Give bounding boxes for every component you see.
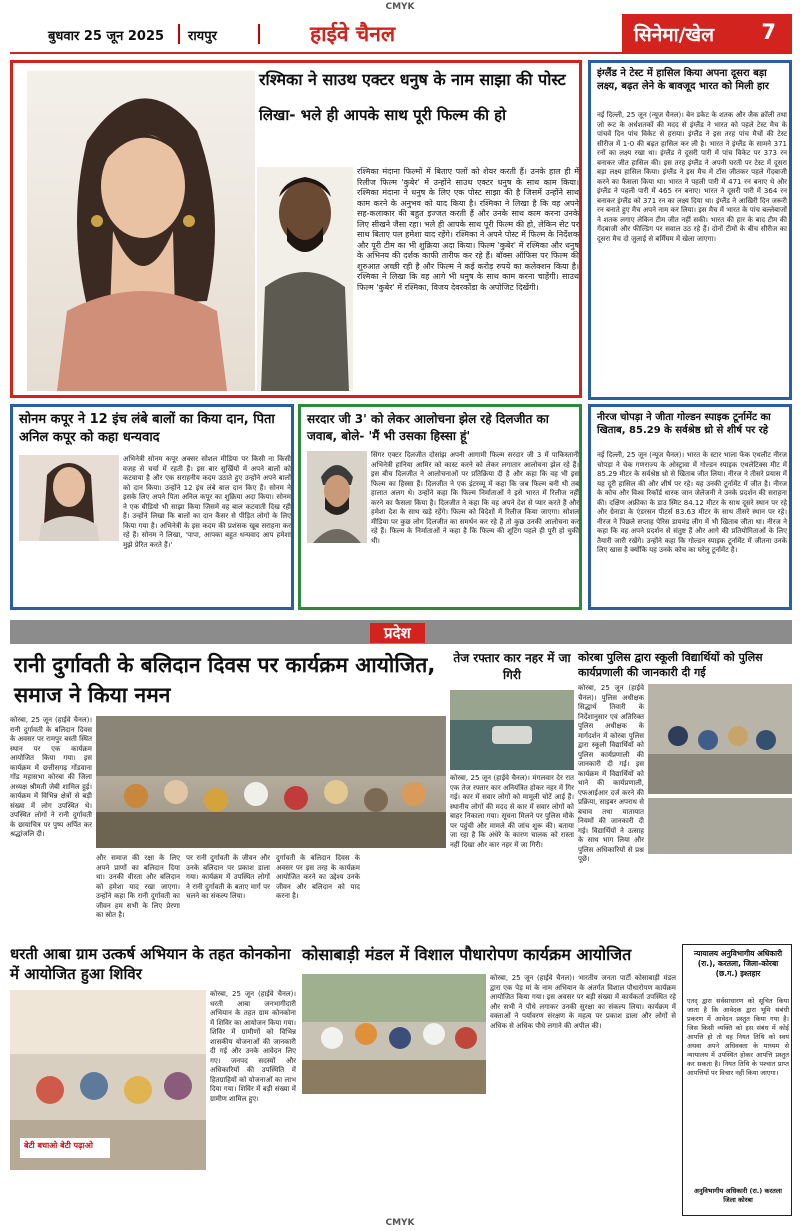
portrait-illustration [27,71,255,391]
car-canal-photo [450,690,574,770]
police-photo-1 [648,684,792,794]
portrait-illustration [257,167,353,391]
sports-headline: इंग्लैंड ने टेस्ट में हासिल किया अपना दूसरा बड़ा लक्ष्य, बढ़त लेने के बावजूद भारत को मिली हार [597,68,769,92]
neeraj-body: नई दिल्ली, 25 जून (न्यूज चैनल)। भारत के स्टार भाला फेंक एथलीट नीरज चोपड़ा ने चेक गणराज्य के ओस्ट्रावा में गोल्डन स्पाइक एथलेटिक्स मीट में 85.29 मीटर के सर्वश्रेष्ठ थ्रो से खिताब जीत लिया। नीरज ने तीसरे प्रयास में यह दूरी हासिल की और शीर्ष पर रहे। यह उनकी टूर्नामेंट में जीत है। नीरज के कोच और विश्व रिकॉर्ड धारक जान जेलेजनी ने उनके प्रदर्शन की सराहना की। दक्षिण अफ्रीका के डाउ स्मिट 84.12 मीटर के साथ दूसरे स्थान पर रहे और ग्रेनाडा के एंडरसन पीटर्स 83.63 मीटर के साथ तीसरे स्थान पर रहे। नीरज ने पिछले सप्ताह पेरिस डायमंड लीग में भी खिताब जीता था। नीरज ने कहा कि वह अपने प्रदर्शन से संतुष्ट हैं और आगे की प्रतियोगिताओं के लिए तैयारी जारी रखेंगे। उन्होंने कहा कि गोल्डन स्पाइक टूर्नामेंट में जीतना उनके लिए खास है क्योंकि यह उनके कोच का घरेलू टूर्नामेंट है। [597,451,787,554]
plantation-body: कोरबा, 25 जून (हाईवे चैनल)। भारतीय जनता पार्टी कोसाबाड़ी मंडल द्वारा एक पेड़ मां के नाम अभियान के अंतर्गत विशाल पौधारोपण कार्यक्रम आयोजित किया गया। इस अवसर पर बड़ी संख्या में कार्यकर्ता उपस्थित रहे और सभी ने पौधे लगाकर उनकी सुरक्षा का संकल्प लिया। कार्यक्रम में वक्ताओं ने पर्यावरण संरक्षण के महत्व पर प्रकाश डाला और लोगों से अधिक से अधिक पौधे लगाने की अपील की। [490,974,676,1030]
sonam-photo [19,455,119,541]
car-canal-body: कोरबा, 25 जून (हाईवे चैनल)। मंगलवार देर रात एक तेज रफ्तार कार अनियंत्रित होकर नहर में गिर गई। कार में सवार लोगों को मामूली चोटें आई हैं। स्थानीय लोगों की मदद से कार में सवार लोगों को बाहर निकाला गया। सूचना मिलने पर पुलिस मौके पर पहुंची और मामले की जांच शुरू की। बताया जा रहा है कि अंधेरे के कारण चालक को रास्ता नहीं दिखा और कार नहर में जा गिरी। [450,774,574,849]
portrait-illustration [19,455,119,541]
dharti-headline: धरती आबा ग्राम उत्कर्ष अभियान के तहत कोनकोना में आयोजित हुआ शिविर [10,945,291,983]
court-notice [682,944,792,1216]
dharti-body: कोरबा, 25 जून (हाईवे चैनल)। धरती आबा जनभागीदारी अभियान के तहत ग्राम कोनकोना में शिविर का आयोजन किया गया। शिविर में ग्रामीणों को विभिन्न शासकीय योजनाओं की जानकारी दी गई और उनके आवेदन लिए गए। जनपद सदस्यों और अधिकारियों की उपस्थिति में हितग्राहियों को योजनाओं का लाभ दिया गया। शिविर में बड़ी संख्या में ग्रामीण शामिल हुए। [210,990,296,1103]
lead-headline-2: लिखा- भले ही आपके साथ पूरी फिल्म की हो [259,106,507,124]
dharti-photo [10,990,206,1170]
section-bar [10,620,792,644]
lead-photo-man [257,167,353,391]
sports-body: नई दिल्ली, 25 जून (न्यूज चैनल)। बेन डकेट के शतक और जैक क्रॉली तथा जो रूट के अर्धशतकों की मदद से इंग्लैंड ने भारत को पहले टेस्ट मैच के पांचवें दिन पांच विकेट से हराया। इंग्लैंड ने इस तरह पांच मैचों की टेस्ट सीरीज में 1-0 की बढ़त हासिल कर ली है। भारत ने इंग्लैंड के सामने 371 रनों का लक्ष्य रखा था। इंग्लैंड ने दूसरी पारी में पांच विकेट पर 373 रन बनाकर जीत हासिल की। इस तरह इंग्लैंड ने अपनी घरती पर टेस्ट में दूसरा बड़ा लक्ष्य हासिल किया। इंग्लैंड ने इस मैच में टॉस जीतकर पहले गेंदबाजी करने का फैसला किया था। भारत ने पहली पारी में 471 रन बनाए थे और इंग्लैंड ने पहली पारी में 465 रन बनाए। भारत ने दूसरी पारी में 364 रन बनाकर इंग्लैंड को 371 रन का लक्ष्य दिया था। इंग्लैंड ने आखिरी दिन जरूरी रन बनाते हुए मैच अपने नाम कर लिया। इस मैच में भारत के पांच बल्लेबाजों ने शतक लगाए लेकिन टीम जीत नहीं सकी। भारत की हार के बाद टीम की गेंदबाजी और फील्डिंग पर सवाल उठ रहे हैं। दोनों टीमों के बीच सीरीज का दूसरा मैच दो जुलाई से बर्मिंघम में खेला जाएगा। [597,111,787,243]
section-bar-label: प्रदेश [370,623,425,643]
dharti-story [10,944,296,1216]
sardar-story-panel [298,404,582,610]
car-canal-headline: तेज रफ्तार कार नहर में जा गिरी [453,651,571,682]
section-label: सिनेमा/खेल [634,24,714,46]
canal-illustration [450,690,574,770]
plantation-illustration [302,974,486,1094]
police-story [578,650,792,938]
divider [258,24,260,44]
sonam-story-panel [10,404,294,610]
plantation-photo [302,974,486,1094]
issue-date: बुधवार 25 जून 2025 [48,29,165,44]
rani-story [10,650,446,938]
car-canal-story [450,650,574,938]
sardar-body: सिंगर एक्टर दिलजीत दोसांझ अपनी आगामी फिल्म सरदार जी 3 में पाकिस्तानी अभिनेत्री हानिया आमिर को कास्ट करने को लेकर लगातार आलोचना झेल रहे हैं। इस बीच दिलजीत ने आलोचनाओं पर प्रतिक्रिया दी है और कहा कि वह भी इस फिल्म का हिस्सा हैं। दिलजीत ने एक इंटरव्यू में कहा कि जब फिल्म बनी थी तब हालात अलग थे। उन्होंने कहा कि फिल्म निर्माताओं ने इसे भारत में रिलीज नहीं करने का फैसला किया है। दिलजीत ने कहा कि वह अपने देश से प्यार करते हैं और हमेशा देश के साथ खड़े रहेंगे। फिल्म को विदेशों में रिलीज किया जाएगा। सोशल मीडिया पर कुछ लोग दिलजीत का समर्थन कर रहे हैं तो कुछ उनकी आलोचना कर रहे हैं। फिल्म के निर्माताओं ने कहा है कि फिल्म की शूटिंग पहले ही पूरी हो चुकी थी। [371,451,579,545]
police-photo-2 [648,798,792,854]
cmyk-mark: CMYK [385,2,415,12]
police-body: कोरबा, 25 जून (हाईवे चैनल)। पुलिस अधीक्षक सिद्धार्थ तिवारी के निर्देशानुसार एवं अतिरिक्त पुलिस अधीक्षक के मार्गदर्शन में कोरबा पुलिस द्वारा स्कूली विद्यार्थियों को पुलिस कार्यप्रणाली की जानकारी दी गई। इस कार्यक्रम में विद्यार्थियों को थाने की कार्यप्रणाली, एफआईआर दर्ज करने की प्रक्रिया, साइबर अपराध से बचाव तथा यातायात नियमों की जानकारी दी गई। विद्यार्थियों ने उत्साह के साथ भाग लिया और पुलिस अधिकारियों से प्रश्न पूछे। [578,684,644,863]
neeraj-story-panel [588,404,792,610]
rani-event-photo [96,716,446,848]
masthead [10,14,792,54]
crowd-illustration [96,716,446,848]
cmyk-mark: CMYK [385,1218,415,1228]
page-number: 7 [761,20,776,44]
sonam-headline: सोनम कपूर ने 12 इंच लंबे बालों का किया दान, पिता अनिल कपूर को कहा धन्यवाद [19,412,275,445]
students-illustration [648,684,792,794]
lead-photo-woman [27,71,255,391]
notice-body: एतद् द्वारा सर्वसाधारण को सूचित किया जाता है कि आवेदक द्वारा भूमि संबंधी प्रकरण में आवेदन प्रस्तुत किया गया है। जिस किसी व्यक्ति को इस संबंध में कोई आपत्ति हो तो वह नियत तिथि को स्वयं अथवा अपने अधिवक्ता के माध्यम से न्यायालय में उपस्थित होकर आपत्ति प्रस्तुत कर सकता है। नियत तिथि के पश्चात प्राप्त आपत्तियों पर विचार नहीं किया जाएगा। [687,997,789,1077]
rani-body-col1: कोरबा, 25 जून (हाईवे चैनल)। रानी दुर्गावती के बलिदान दिवस के अवसर पर रामपुर बस्ती स्थित स्थान पर एक कार्यक्रम आयोजित किया गया। इस कार्यक्रम में छत्तीसगढ़ गोंडवाना गोंड महासभा कोरबा की जिला अध्यक्ष श्रीमती जेबी शामिल हुई। कार्यक्रम में विभिन्न क्षेत्रों से बड़ी संख्या में लोग उपस्थित थे। उपस्थित लोगों ने रानी दुर्गावती के छायाचित्र पर पुष्प अर्पित कर श्रद्धांजलि दी। [10,716,92,838]
sports-story-panel [588,60,792,400]
paper-brand: हाईवे चैनल [310,22,396,46]
section-tab [622,14,792,52]
notice-header: न्यायालय अनुविभागीय अधिकारी (रा.), करतला, जिला-कोरबा (छ.ग.) इश्तहार [693,949,783,978]
police-headline: कोरबा पुलिस द्वारा स्कूली विद्यार्थियों को पुलिस कार्यप्रणाली की जानकारी दी गई [578,651,763,679]
divider [178,24,180,44]
lead-body: रश्मिका मंदाना फिल्मों में बिताए पलों को शेयर करती हैं। उनके हाल ही में रिलीज फिल्म 'कुबेर' में उन्होंने साउथ एक्टर धनुष के साथ काम किया। रश्मिका मंदाना ने धनुष के लिए एक पोस्ट साझा की है जिसमें उन्होंने साथ काम करने के अनुभव को याद किया है। रश्मिका ने लिखा है कि वह अपने सह-कलाकार की बहुत इज्जत करती हैं और उनके साथ काम करना उनके लिए सीखने जैसा रहा। भले ही आपके साथ पूरी फिल्म की हो, लेकिन सेट पर साथ बिताए पल हमेशा याद रहेंगे। रश्मिका ने अपने पोस्ट में फिल्म के निर्देशक और पूरी टीम का भी शुक्रिया अदा किया। फिल्म 'कुबेर' में रश्मिका और धनुष के अभिनय की दर्शक काफी तारीफ कर रहे हैं। बॉक्स ऑफिस पर फिल्म की शुरुआत अच्छी रही है और फिल्म ने कई करोड़ रुपये का कलेक्शन किया है। रश्मिका ने लिखा कि वह आगे भी धनुष के साथ काम करना चाहेंगी। साउथ फिल्म 'कुबेर' में रश्मिका, विजय देवरकोंडा के अपोजिट दिखेंगी। [357,167,579,292]
plantation-headline: कोसाबाड़ी मंडल में विशाल पौधारोपण कार्यक्रम आयोजित [302,945,632,964]
rani-headline: रानी दुर्गावती के बलिदान दिवस पर कार्यक्रम आयोजित, समाज ने किया नमन [14,653,436,707]
edition-city: रायपुर [188,29,217,44]
lead-headline-block [259,69,577,165]
sardar-photo [307,451,367,543]
rani-body-col4: दुर्गावती के बलिदान दिवस के अवसर पर इस तरह के कार्यक्रम आयोजित करने का उद्देश्य उनके जीवन और बलिदान को याद करना है। [276,854,360,900]
dharti-photo-caption: बेटी बचाओ बेटी पढ़ाओ [24,1141,93,1150]
lead-story-panel [10,60,582,398]
portrait-illustration [307,451,367,543]
rani-body-col2: और समाज की रक्षा के लिए अपने प्राणों का बलिदान दिया था। उनकी वीरता और बलिदान को हमेशा याद रखा जाएगा। उन्होंने कहा कि रानी दुर्गावती का जीवन हम सभी के लिए प्रेरणा का स्रोत है। [96,854,180,919]
notice-footer: अनुविभागीय अधिकारी (रा.) करतला जिला कोरबा [694,1187,782,1204]
plantation-story [302,944,676,1216]
sonam-body: अभिनेत्री सोनम कपूर अक्सर सोशल मीडिया पर किसी ना किसी वजह से चर्चा में रहती हैं। इस बार सुर्खियों में अपने बालों को कटवाया है और एक सराहनीय कदम उठाते हुए उन्होंने अपने बालों को दान किया। उन्होंने 12 इंच लंबे बाल दान किए हैं। सोनम ने इसके लिए अपने पिता अनिल कपूर का शुक्रिया अदा किया। सोनम ने एक वीडियो भी साझा किया जिसमें वह बाल कटवाती दिख रही हैं। उन्होंने लिखा कि बालों का दान कैंसर से पीड़ित लोगों के लिए किया गया है। अभिनेत्री के इस कदम की प्रशंसक खूब सराहना कर रहे हैं। सोनम ने लिखा, 'पापा, आपका बहुत धन्यवाद आप हमेशा मुझे प्रेरित करते हैं।' [123,455,291,549]
masthead-rule [10,52,792,54]
rani-body-col3: पर रानी दुर्गावती के जीवन और उनके बलिदान पर प्रकाश डाला गया। कार्यक्रम में उपस्थित लोगों ने रानी दुर्गावती के बताए मार्ग पर चलने का संकल्प लिया। [186,854,270,900]
lead-headline-1: रश्मिका ने साउथ एक्टर धनुष के नाम साझा की पोस्ट [259,70,566,89]
sardar-headline: सरदार जी 3' को लेकर आलोचना झेल रहे दिलजीत का जवाब, बोले- 'मैं भी उसका हिस्सा हूं' [307,412,549,443]
neeraj-headline: नीरज चोपड़ा ने जीता गोल्डन स्पाइक टूर्नामेंट का खिताब, 85.29 के सर्वश्रेष्ठ थ्रो से शीर्ष पर रहे [597,412,771,436]
